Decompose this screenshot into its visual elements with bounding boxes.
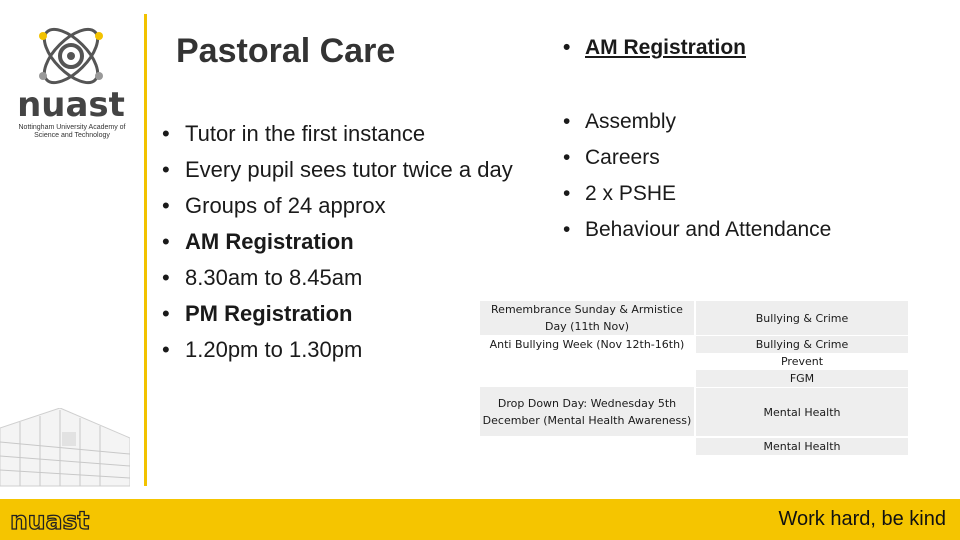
list-item: • Careers	[563, 146, 660, 169]
list-item: • PM Registration	[162, 301, 353, 326]
logo-caption: Nottingham University Academy of Science and Technology	[18, 124, 126, 139]
list-item: • Behaviour and Attendance	[563, 218, 832, 241]
svg-text:nuast: nuast	[10, 506, 90, 534]
slide-title: Pastoral Care	[176, 32, 396, 70]
topic-mental-health-2: Mental Health	[696, 438, 908, 455]
list-item: • 1.20pm to 1.30pm	[162, 337, 363, 362]
topic-bullying-crime-2: Bullying & Crime	[696, 336, 908, 353]
vertical-divider	[144, 14, 147, 486]
list-item: • Every pupil sees tutor twice a day	[162, 157, 513, 182]
event-drop-down-day: Drop Down Day: Wednesday 5th December (Mental Health Awareness)	[480, 387, 694, 436]
topic-fgm: FGM	[696, 370, 908, 387]
list-item: • Tutor in the first instance	[162, 121, 426, 146]
left-bullet-list	[162, 116, 513, 368]
svg-text:nuast: nuast	[17, 85, 125, 125]
list-item: • AM Registration	[162, 229, 354, 254]
topic-prevent: Prevent	[780, 355, 824, 368]
list-item: • Groups of 24 approx	[162, 193, 386, 218]
event-anti-bullying: Anti Bullying Week (Nov 12th-16th)	[489, 337, 685, 351]
building-illustration	[0, 408, 130, 490]
topic-bullying-crime: Bullying & Crime	[696, 301, 908, 335]
list-item: • 8.30am to 8.45am	[162, 265, 363, 290]
list-item: • Assembly	[563, 110, 677, 133]
topic-mental-health: Mental Health	[696, 388, 908, 436]
footer-logo	[10, 506, 92, 534]
tagline: Work hard, be kind	[778, 508, 946, 530]
event-remembrance: Remembrance Sunday & Armistice Day (11th Nov)	[480, 301, 694, 335]
list-item: • 2 x PSHE	[563, 182, 677, 205]
am-registration-heading: • AM Registration	[563, 36, 747, 59]
right-bullet-list	[563, 104, 831, 248]
